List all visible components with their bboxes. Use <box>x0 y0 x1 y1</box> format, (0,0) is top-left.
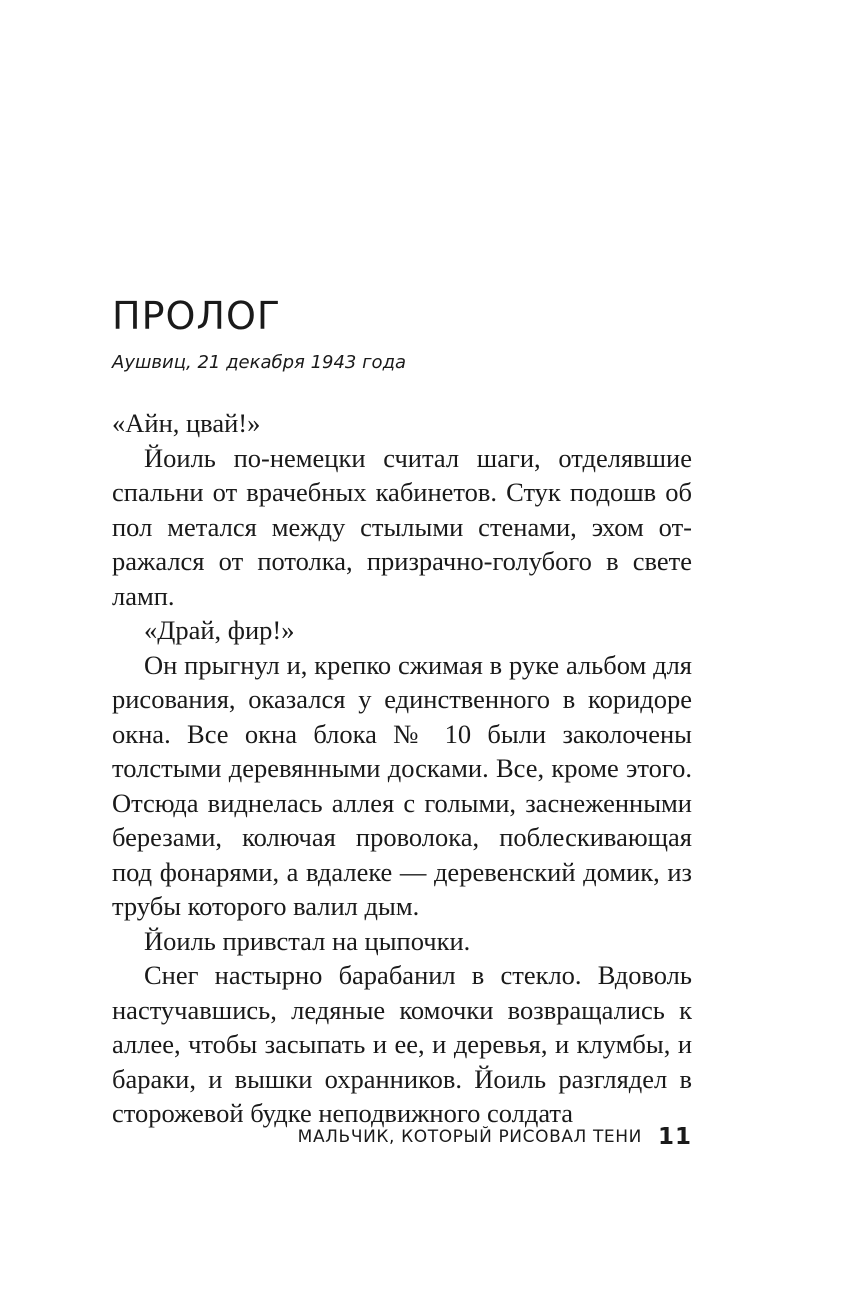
paragraph: Йоиль по-немецки считал шаги, отделявшие спальни от врачебных кабинетов. Стук подошв об пол метался между стылыми стенами, эхом отражался от потолка, призрачно-голубого в свете ламп. <box>112 442 692 611</box>
paragraph: «Айн, цвай!» <box>112 408 261 438</box>
page-footer <box>112 1124 692 1150</box>
body-text <box>112 406 692 1131</box>
paragraph: «Драй, фир!» <box>144 615 295 645</box>
page-number: 11 <box>657 1124 692 1150</box>
paragraph: Йоиль привстал на цыпочки. <box>144 925 471 956</box>
running-title: МАЛЬЧИК, КОТОРЫЙ РИСОВАЛ ТЕНИ <box>297 1127 642 1147</box>
paragraph: Он прыгнул и, крепко сжимая в руке альбом для рисования, оказался у единственного в коридоре окна. Все окна блока № 10 были заколочены толстыми деревянными досками. Все, кроме этого. Отсюда виднелась аллея с голыми, заснеженными березами, колючая проволока, поблескивающая под фонарями, а вдалеке — деревенский домик, из трубы которого валил дым. <box>112 649 692 921</box>
chapter-dateline: Аушвиц, 21 декабря 1943 года <box>112 352 407 373</box>
paragraph: Снег настырно барабанил в стекло. Вдоволь настучавшись, ледяные комочки возвращались к аллее, чтобы засыпать и ее, и деревья, и клумбы, и бараки, и вышки охранников. Йоиль разглядел в сторожевой будке неподвижного солдата <box>112 960 692 1128</box>
chapter-title: ПРОЛОГ <box>112 294 282 338</box>
